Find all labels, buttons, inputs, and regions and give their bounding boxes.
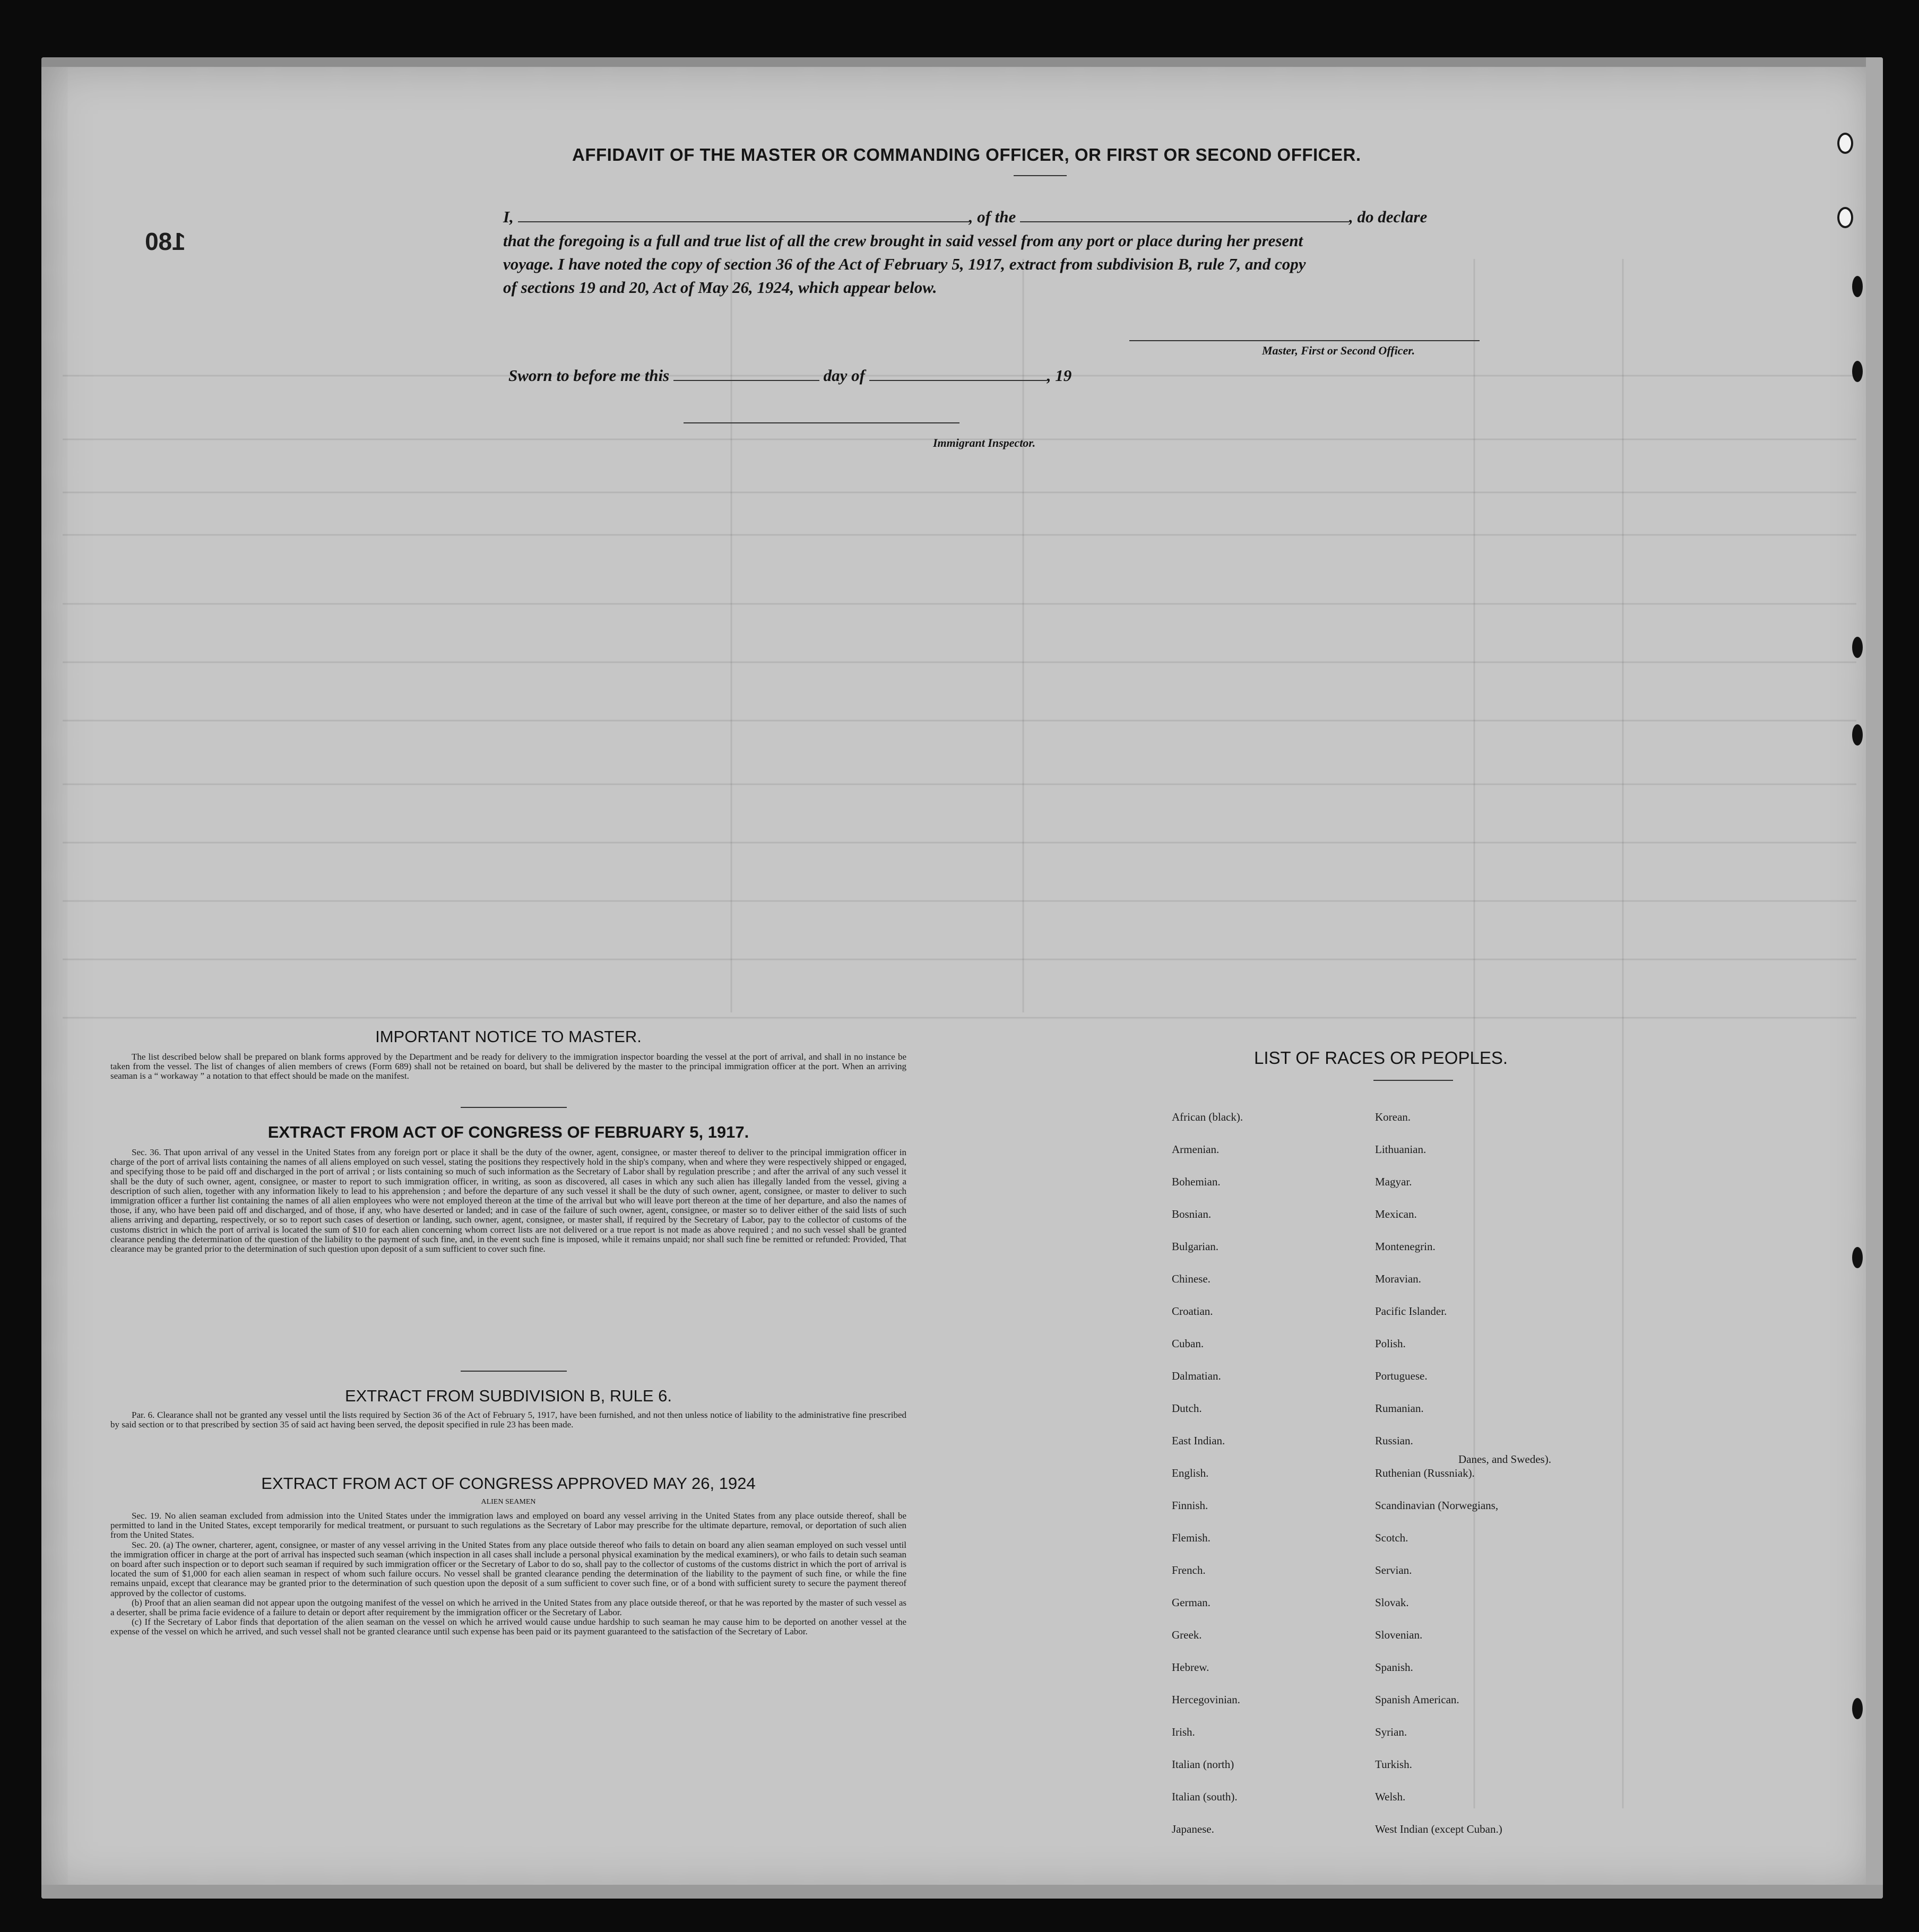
sworn-line [508,366,1071,385]
binder-hole [1837,207,1853,228]
race-item: Dutch. [1172,1402,1202,1415]
race-item: Moravian. [1375,1272,1421,1285]
race-item: Greek. [1172,1628,1202,1641]
binder-hole [1852,724,1863,746]
year-text: , 19 [1047,366,1072,385]
race-item: Bosnian. [1172,1208,1212,1220]
affidavit-i: I, [503,207,514,226]
race-item: Finnish. [1172,1499,1208,1512]
extract-1917-title: EXTRACT FROM ACT OF CONGRESS OF FEBRUARY 5, 1917. [267,1123,749,1141]
race-item: Rumanian. [1375,1402,1424,1415]
document-sheet [41,57,1883,1899]
extract-1917-text [110,1148,906,1254]
section-20a-paragraph: Sec. 20. (a) The owner, charterer, agent, consignee, or master of any vessel arriving in the United States from any place outside thereof who fails to detain on board any alien seaman employed on such vessel until the immigration officer in charge at the port of arrival has inspected such seaman (which inspection in all cases shall include a personal physical examination by the medical examiners), or who fails to detain such seaman on board after such inspection or to deport such seaman if required by such immigration officer or the Secretary of Labor to do so, shall pay to the collector of customs of the customs district in which the port of arrival is located the sum of $1,000 for each alien seaman in respect of whom such failure occurs. No vessel shall be granted clearance pending the determination of the liability to the payment of such fine, or while the fine remains unpaid, except that clearance may be granted prior to the determination of such question upon the deposit of a sum sufficient to cover such fine, or of a bond with sufficient surety to secure the payment thereof approved by the collector of customs. [110,1539,906,1598]
binder-hole [1837,133,1853,154]
race-item: Hebrew. [1172,1661,1209,1674]
race-item: Scandinavian (Norwegians, [1375,1499,1499,1512]
race-item: Syrian. [1375,1726,1407,1738]
day-blank [673,366,819,381]
race-item: Spanish American. [1375,1693,1459,1706]
binder-hole [1852,276,1863,297]
race-item: Russian. [1375,1434,1413,1447]
race-item: German. [1172,1596,1211,1609]
race-item: Armenian. [1172,1143,1220,1156]
race-item: East Indian. [1172,1434,1225,1447]
race-item: Lithuanian. [1375,1143,1427,1156]
section-20b-paragraph: (b) Proof that an alien seaman did not appear upon the outgoing manifest of the vessel on which he arrived in the United States from any place outside thereof, or that he was reported by the master of such vessel as a deserter, shall be prima facie evidence of a failure to detain or deport after requirement by the immigration officer or the Secretary of Labor. [110,1597,906,1618]
affidavit-line-1 [503,207,1427,227]
race-item: Scotch. [1375,1531,1408,1544]
affidavit-line-2: that the foregoing is a full and true list of all the crew brought in said vessel from any port or place during her present [503,231,1303,250]
race-item: Mexican. [1375,1208,1417,1220]
alien-seamen-subtitle: ALIEN SEAMEN [481,1498,536,1506]
vessel-blank [1020,207,1349,222]
day-of-text: day of [823,366,865,385]
binder-hole [1852,637,1863,658]
stamped-number: 180 [145,228,186,255]
race-item: Servian. [1375,1564,1412,1576]
master-caption: Master, First or Second Officer. [1262,344,1415,357]
race-item: Italian (south). [1172,1790,1238,1803]
race-item: African (black). [1172,1111,1243,1123]
extract-1924-title: EXTRACT FROM ACT OF CONGRESS APPROVED MAY 26, 1924 [261,1474,756,1493]
race-item: Korean. [1375,1111,1411,1123]
notice-text [110,1052,906,1081]
race-item: Hercegovinian. [1172,1693,1240,1706]
race-item: Chinese. [1172,1272,1211,1285]
race-item: Flemish. [1172,1531,1211,1544]
affidavit-line-3: voyage. I have noted the copy of section 36 of the Act of February 5, 1917, extract from subdivision B, rule 7, and copy [503,255,1306,273]
race-item: English. [1172,1467,1209,1479]
race-item: Japanese. [1172,1823,1214,1835]
divider-2 [461,1371,567,1372]
race-item: Montenegrin. [1375,1240,1436,1253]
title-underline [1014,175,1067,176]
binder-hole [1852,361,1863,382]
races-underline [1373,1080,1453,1081]
race-item: French. [1172,1564,1206,1576]
race-item: Irish. [1172,1726,1195,1738]
race-item: Slovenian. [1375,1628,1423,1641]
race-item: Polish. [1375,1337,1406,1350]
race-item: Croatian. [1172,1305,1213,1318]
notice-paragraph: The list described below shall be prepared on blank forms approved by the Department and be ready for delivery to the immigration inspector boarding the vessel at the port of arrival, and shall in no instance be taken from the vessel. The list of changes of alien members of crews (Form 689) shall not be retained on board, but shall be delivered by the master to the principal immigration officer at the port. When an arriving seaman is a “ workaway ” a notation to that effect should be made on the manifest. [110,1052,906,1081]
name-blank [518,207,969,222]
rule-6-paragraph: Par. 6. Clearance shall not be granted any vessel until the lists required by Section 36 of the Act of February 5, 1917, have been furnished, and not then unless notice of liability to the administrative fine prescribed by said section or to that prescribed by section 35 of said act having been served, the deposit specified in rule 23 has been made. [110,1410,906,1430]
divider-1 [461,1107,567,1108]
race-item: Portuguese. [1375,1370,1428,1382]
race-item: Pacific Islander. [1375,1305,1447,1318]
race-item: Bohemian. [1172,1175,1221,1188]
master-signature-line [1129,340,1480,341]
races-title: LIST OF RACES OR PEOPLES. [1254,1048,1508,1068]
notice-title: IMPORTANT NOTICE TO MASTER. [375,1027,642,1046]
race-item: Spanish. [1375,1661,1413,1674]
affidavit-line-4: of sections 19 and 20, Act of May 26, 1924, which appear below. [503,278,937,297]
affidavit-declare: , do declare [1349,207,1428,226]
race-item: Turkish. [1375,1758,1412,1771]
race-item: Ruthenian (Russniak). [1375,1467,1475,1479]
affidavit-of-the: , of the [969,207,1016,226]
affidavit-title: AFFIDAVIT OF THE MASTER OR COMMANDING OFFICER, OR FIRST OR SECOND OFFICER. [572,145,1361,164]
binder-hole [1852,1247,1863,1268]
month-blank [869,366,1047,381]
race-item: Slovak. [1375,1596,1409,1609]
race-item: Dalmatian. [1172,1370,1221,1382]
extract-1924-text [110,1511,906,1637]
inspector-caption: Immigrant Inspector. [933,436,1036,449]
sworn-text: Sworn to before me this [508,366,670,385]
section-20c-paragraph: (c) If the Secretary of Labor finds that deportation of the alien seaman on the vessel on which he arrived would cause undue hardship to such seaman he may cause him to be deported on another vessel at the expense of the vessel on which he arrived, and such vessel shall not be granted clearance until such expense has been paid or its payment guaranteed to the satisfaction of the Secretary of Labor. [110,1617,906,1637]
race-item: West Indian (except Cuban.) [1375,1823,1502,1835]
race-item: Magyar. [1375,1175,1412,1188]
binder-hole [1852,1698,1863,1719]
race-item: Italian (north) [1172,1758,1234,1771]
race-item: Welsh. [1375,1790,1406,1803]
extract-rule6-text [110,1410,906,1429]
section-19-paragraph: Sec. 19. No alien seaman excluded from admission into the United States under the immigration laws and employed on board any vessel arriving in the United States from any place outside thereof, shall be permitted to land in the United States, except temporarily for medical treatment, or pursuant to such regulations as the Secretary of Labor may prescribe for the ultimate departure, removal, or deportation of such alien from the United States. [110,1511,906,1540]
race-item: Cuban. [1172,1337,1204,1350]
section-36-paragraph: Sec. 36. That upon arrival of any vessel in the United States from any foreign port or place it shall be the duty of the owner, agent, consignee, or master thereof to deliver to the principal immigration officer in charge of the port of arrival lists containing the names of all aliens employed on such vessel, stating the positions they respectively hold in the ship's company, when and where they were respectively shipped or engaged, and specifying those to be paid off and discharged in the port of arrival ; or lists containing so much of such information as the Secretary of Labor shall by regulation prescribe ; and after the arrival of any such vessel it shall be the duty of such owner, agent, consignee, or master to report to such immigration officer, in writing, as soon as discovered, all cases in which any such alien has illegally landed from the vessel, giving a description of such alien, together with any information likely to lead to his apprehension ; and before the departure of any such vessel it shall be the duty of such owner, agent, consignee, or master to deliver to such immigration officer a further list containing the names of all alien employees who were not employed thereon at the time of the arrival but who will leave port thereon at the time of her departure, and also the names of those, if any, who have been paid off and discharged, and of those, if any, who have deserted or landed; and in case of the failure of such owner, agent, consignee, or master so to deliver either of the said lists of such aliens arriving and departing, respectively, or so to report such cases of desertion or landing, such owner, agent, consignee, or master shall, if required by the Secretary of Labor, pay to the collector of customs of the customs district in which the port of arrival is located the sum of $10 for each alien concerning whom correct lists are not delivered or a true report is not made as above required ; and no such vessel shall be granted clearance pending the determination of the question of the liability to the payment of such fine, and, in the event such fine is imposed, while it remains unpaid; nor shall such fine be remitted or refunded: Provided, That clearance may be granted prior to the determination of such question upon deposit of a sum sufficient to cover such fine. [110,1147,906,1254]
extract-rule6-title: EXTRACT FROM SUBDIVISION B, RULE 6. [344,1387,672,1405]
race-continuation: Danes, and Swedes). [1458,1453,1551,1466]
inspector-signature-line [684,422,960,423]
race-item: Bulgarian. [1172,1240,1219,1253]
